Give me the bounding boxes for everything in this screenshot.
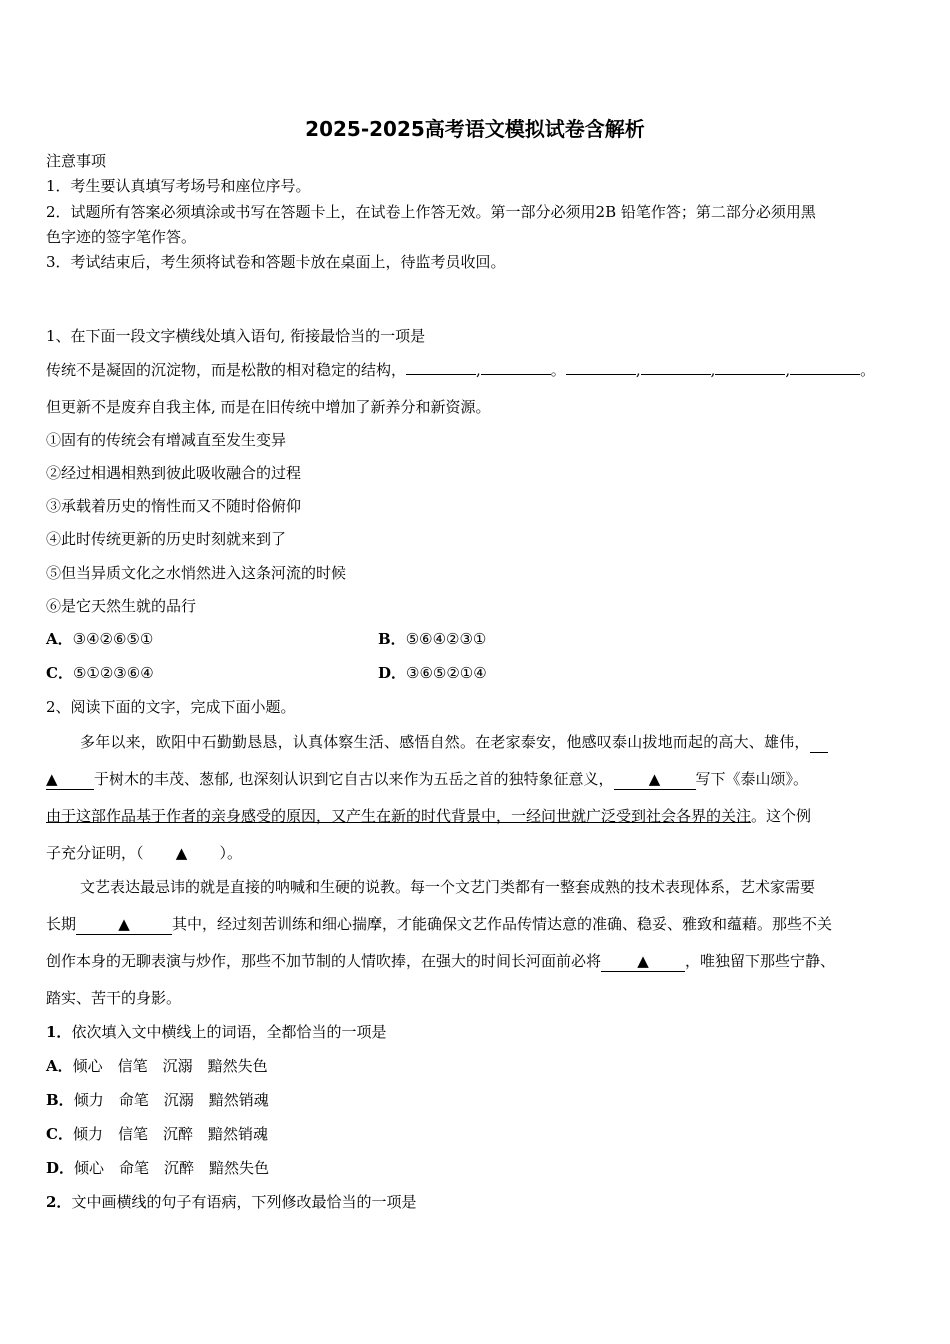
q2-p1-line4 xyxy=(46,843,242,863)
choice-letter: B． xyxy=(46,1091,74,1109)
paragraph-text: 子充分证明，（ xyxy=(46,844,144,862)
sub-number: 1． xyxy=(46,1023,72,1041)
q1-passage-line1 xyxy=(46,360,875,380)
blank xyxy=(46,769,94,790)
notice-heading: 注意事项 xyxy=(46,152,107,170)
triangle-icon: ▲ xyxy=(46,770,58,788)
choice-text: ⑤⑥④②③① xyxy=(405,630,487,648)
q1-option: ⑥是它天然生就的品行 xyxy=(46,597,197,615)
choice-letter: B． xyxy=(378,630,406,648)
choice-text: ③④②⑥⑤① xyxy=(72,630,154,648)
paragraph-text: 于树木的丰茂、葱郁, 也深刻认识到它自古以来作为五岳之首的独特象征意义， xyxy=(94,770,614,788)
blank xyxy=(715,360,785,375)
choice-letter: D． xyxy=(46,1159,75,1177)
q2-p1-line2 xyxy=(46,769,808,790)
paragraph-text: 。这个例 xyxy=(751,807,812,825)
punct: , xyxy=(635,361,641,379)
punct: , xyxy=(785,361,791,379)
choice-text: 倾心 命笔 沉醉 黯然失色 xyxy=(74,1159,270,1177)
q2-sub1-choice-d[interactable] xyxy=(46,1158,269,1178)
underlined-sentence: 由于这部作品基于作者的亲身感受的原因，又产生在新的时代背景中，一经问世就广泛受到社会各界的关注 xyxy=(46,807,752,825)
triangle-icon: ▲ xyxy=(175,844,188,862)
sub-stem: 依次填入文中横线上的词语，全都恰当的一项是 xyxy=(71,1023,387,1041)
blank xyxy=(406,360,476,375)
punct: 。 xyxy=(550,361,566,379)
choice-text: 倾心 信笔 沉溺 黯然失色 xyxy=(72,1057,268,1075)
q2-p1-line1 xyxy=(80,732,828,753)
q1-option: ②经过相遇相熟到彼此吸收融合的过程 xyxy=(46,464,302,482)
q1-option: ④此时传统更新的历史时刻就来到了 xyxy=(46,530,287,548)
notice-item: 色字迹的签字笔作答。 xyxy=(46,228,197,246)
notice-item: 1．考生要认真填写考场号和座位序号。 xyxy=(46,177,311,195)
paragraph-text: 写下《泰山颂》。 xyxy=(695,770,809,788)
punct: 。 xyxy=(860,361,876,379)
punct: , xyxy=(476,361,481,379)
q1-option: ①固有的传统会有增减直至发生变异 xyxy=(46,431,287,449)
choice-letter: A． xyxy=(46,630,73,648)
paragraph-text: 多年以来，欧阳中石勤勤恳恳，认真体察生活、感悟自然。在老家泰安，他感叹泰山拔地而起的高大、雄伟， xyxy=(80,733,810,751)
choice-text: ⑤①②③⑥④ xyxy=(72,664,154,682)
paragraph-text: 其中，经过刻苦训练和细心揣摩，才能确保文艺作品传情达意的准确、稳妥、雅致和蕴藉。那些不关 xyxy=(172,915,833,933)
q2-sub1-choice-c[interactable] xyxy=(46,1124,268,1144)
paragraph-text: 长期 xyxy=(46,915,77,933)
q2-p2-line4: 踏实、苦干的身影。 xyxy=(46,989,182,1007)
q2-p2-line2 xyxy=(46,914,832,935)
notice-item: 2．试题所有答案必须填涂或书写在答题卡上，在试卷上作答无效。第一部分必须用2B 铅笔作答；第二部分必须用黑 xyxy=(46,203,816,221)
blank xyxy=(566,360,636,375)
notice-item: 3．考试结束后，考生须将试卷和答题卡放在桌面上，待监考员收回。 xyxy=(46,253,506,271)
punct: , xyxy=(710,361,716,379)
sub-number: 2． xyxy=(46,1193,72,1211)
blank xyxy=(76,914,172,935)
q1-choice-c[interactable] xyxy=(46,663,154,683)
q1-option: ⑤但当异质文化之水悄然进入这条河流的时候 xyxy=(46,564,347,582)
paragraph-text: ）。 xyxy=(219,844,243,862)
q1-stem: 1、在下面一段文字横线处填入语句, 衔接最恰当的一项是 xyxy=(46,327,426,345)
blank xyxy=(810,732,828,753)
q2-p2-line1: 文艺表达最忌讳的就是直接的呐喊和生硬的说教。每一个文艺门类都有一整套成熟的技术表现体系，艺术家需要 xyxy=(80,878,816,896)
choice-letter: A． xyxy=(46,1057,73,1075)
q2-sub1-choice-b[interactable] xyxy=(46,1090,269,1110)
triangle-icon: ▲ xyxy=(637,952,649,970)
choice-text: 倾力 命笔 沉溺 黯然销魂 xyxy=(73,1091,269,1109)
q2-stem: 2、阅读下面的文字，完成下面小题。 xyxy=(46,698,296,716)
triangle-icon: ▲ xyxy=(118,915,130,933)
choice-letter: C． xyxy=(46,1125,73,1143)
blank xyxy=(790,360,860,375)
blank xyxy=(641,360,711,375)
sub-stem: 文中画横线的句子有语病，下列修改最恰当的一项是 xyxy=(71,1193,417,1211)
choice-letter: C． xyxy=(46,664,73,682)
page-title: 2025-2025高考语文模拟试卷含解析 xyxy=(305,117,645,141)
blank xyxy=(601,951,685,972)
q1-choice-a[interactable] xyxy=(46,629,153,649)
blank xyxy=(481,360,551,375)
q2-p2-line3 xyxy=(46,951,835,972)
paragraph-text: 创作本身的无聊表演与炒作，那些不加节制的人情吹捧，在强大的时间长河面前必将 xyxy=(46,952,602,970)
q1-choice-d[interactable] xyxy=(378,663,487,683)
choice-text: ③⑥⑤②①④ xyxy=(406,664,487,682)
blank xyxy=(614,769,696,790)
choice-letter: D． xyxy=(378,664,407,682)
q2-sub1-stem xyxy=(46,1022,386,1042)
triangle-icon: ▲ xyxy=(648,770,661,788)
choice-text: 倾力 信笔 沉醉 黯然销魂 xyxy=(72,1125,268,1143)
q1-passage-text: 传统不是凝固的沉淀物，而是松散的相对稳定的结构， xyxy=(46,361,407,379)
q1-choice-b[interactable] xyxy=(378,629,486,649)
q2-p1-line3 xyxy=(46,806,811,826)
paragraph-text: ，唯独留下那些宁静、 xyxy=(685,952,836,970)
q2-sub1-choice-a[interactable] xyxy=(46,1056,268,1076)
q1-option: ③承载着历史的惰性而又不随时俗俯仰 xyxy=(46,497,302,515)
q1-passage-line2: 但更新不是废弃自我主体, 而是在旧传统中增加了新养分和新资源。 xyxy=(46,398,491,416)
q2-sub2-stem xyxy=(46,1192,416,1212)
